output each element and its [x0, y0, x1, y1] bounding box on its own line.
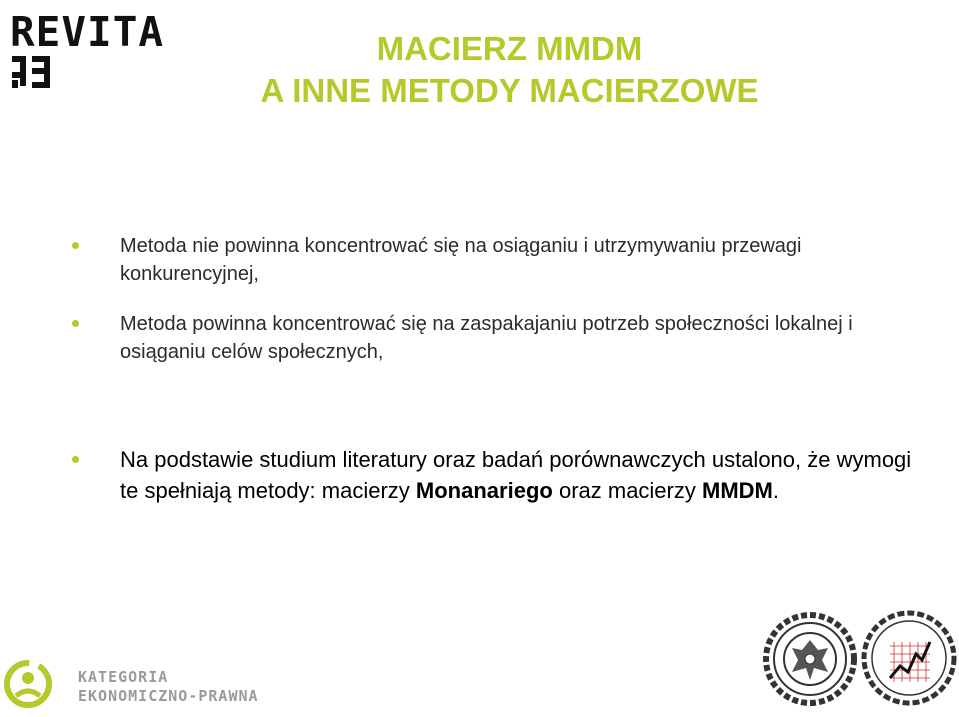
title-line-1: MACIERZ MMDM — [376, 30, 643, 67]
bullet-text: Metoda powinna koncentrować się na zaspakajaniu potrzeb społeczności lokalnej i osiąganiu celów społecznych, — [120, 313, 853, 363]
kategoria-text — [78, 668, 259, 706]
bullet-dot-icon — [72, 456, 79, 463]
title-line-2: A INNE METODY MACIERZOWE — [260, 72, 759, 109]
wydzial-seal-icon — [860, 606, 958, 710]
kategoria-logo-icon — [4, 660, 52, 708]
bullet-bold-text: Monanariego — [415, 478, 553, 503]
kategoria-line-2: EKONOMICZNO-PRAWNA — [78, 687, 259, 705]
bullet-item — [60, 310, 860, 366]
politechnika-seal-icon — [762, 608, 858, 710]
bullet-text: oraz macierzy — [558, 478, 696, 503]
bullet-text: Na podstawie studium literatury oraz badań porównawczych ustalono, że wymogi te spełniają metody: macierzy — [120, 447, 912, 503]
page-title — [0, 28, 959, 112]
bullet-item — [60, 232, 860, 288]
bullet-list — [60, 232, 912, 503]
bullet-text: . — [772, 478, 779, 503]
bullet-dot-icon — [72, 320, 79, 327]
bullet-dot-icon — [72, 242, 79, 249]
kategoria-line-1: KATEGORIA — [78, 668, 169, 686]
revita-logo-text: REVITA — [10, 8, 165, 56]
bullet-bold-text: MMDM — [702, 478, 773, 503]
bullet-text: Metoda nie powinna koncentrować się na osiąganiu i utrzymywaniu przewagi konkurencyjnej, — [120, 235, 802, 285]
bullet-item — [60, 444, 920, 506]
